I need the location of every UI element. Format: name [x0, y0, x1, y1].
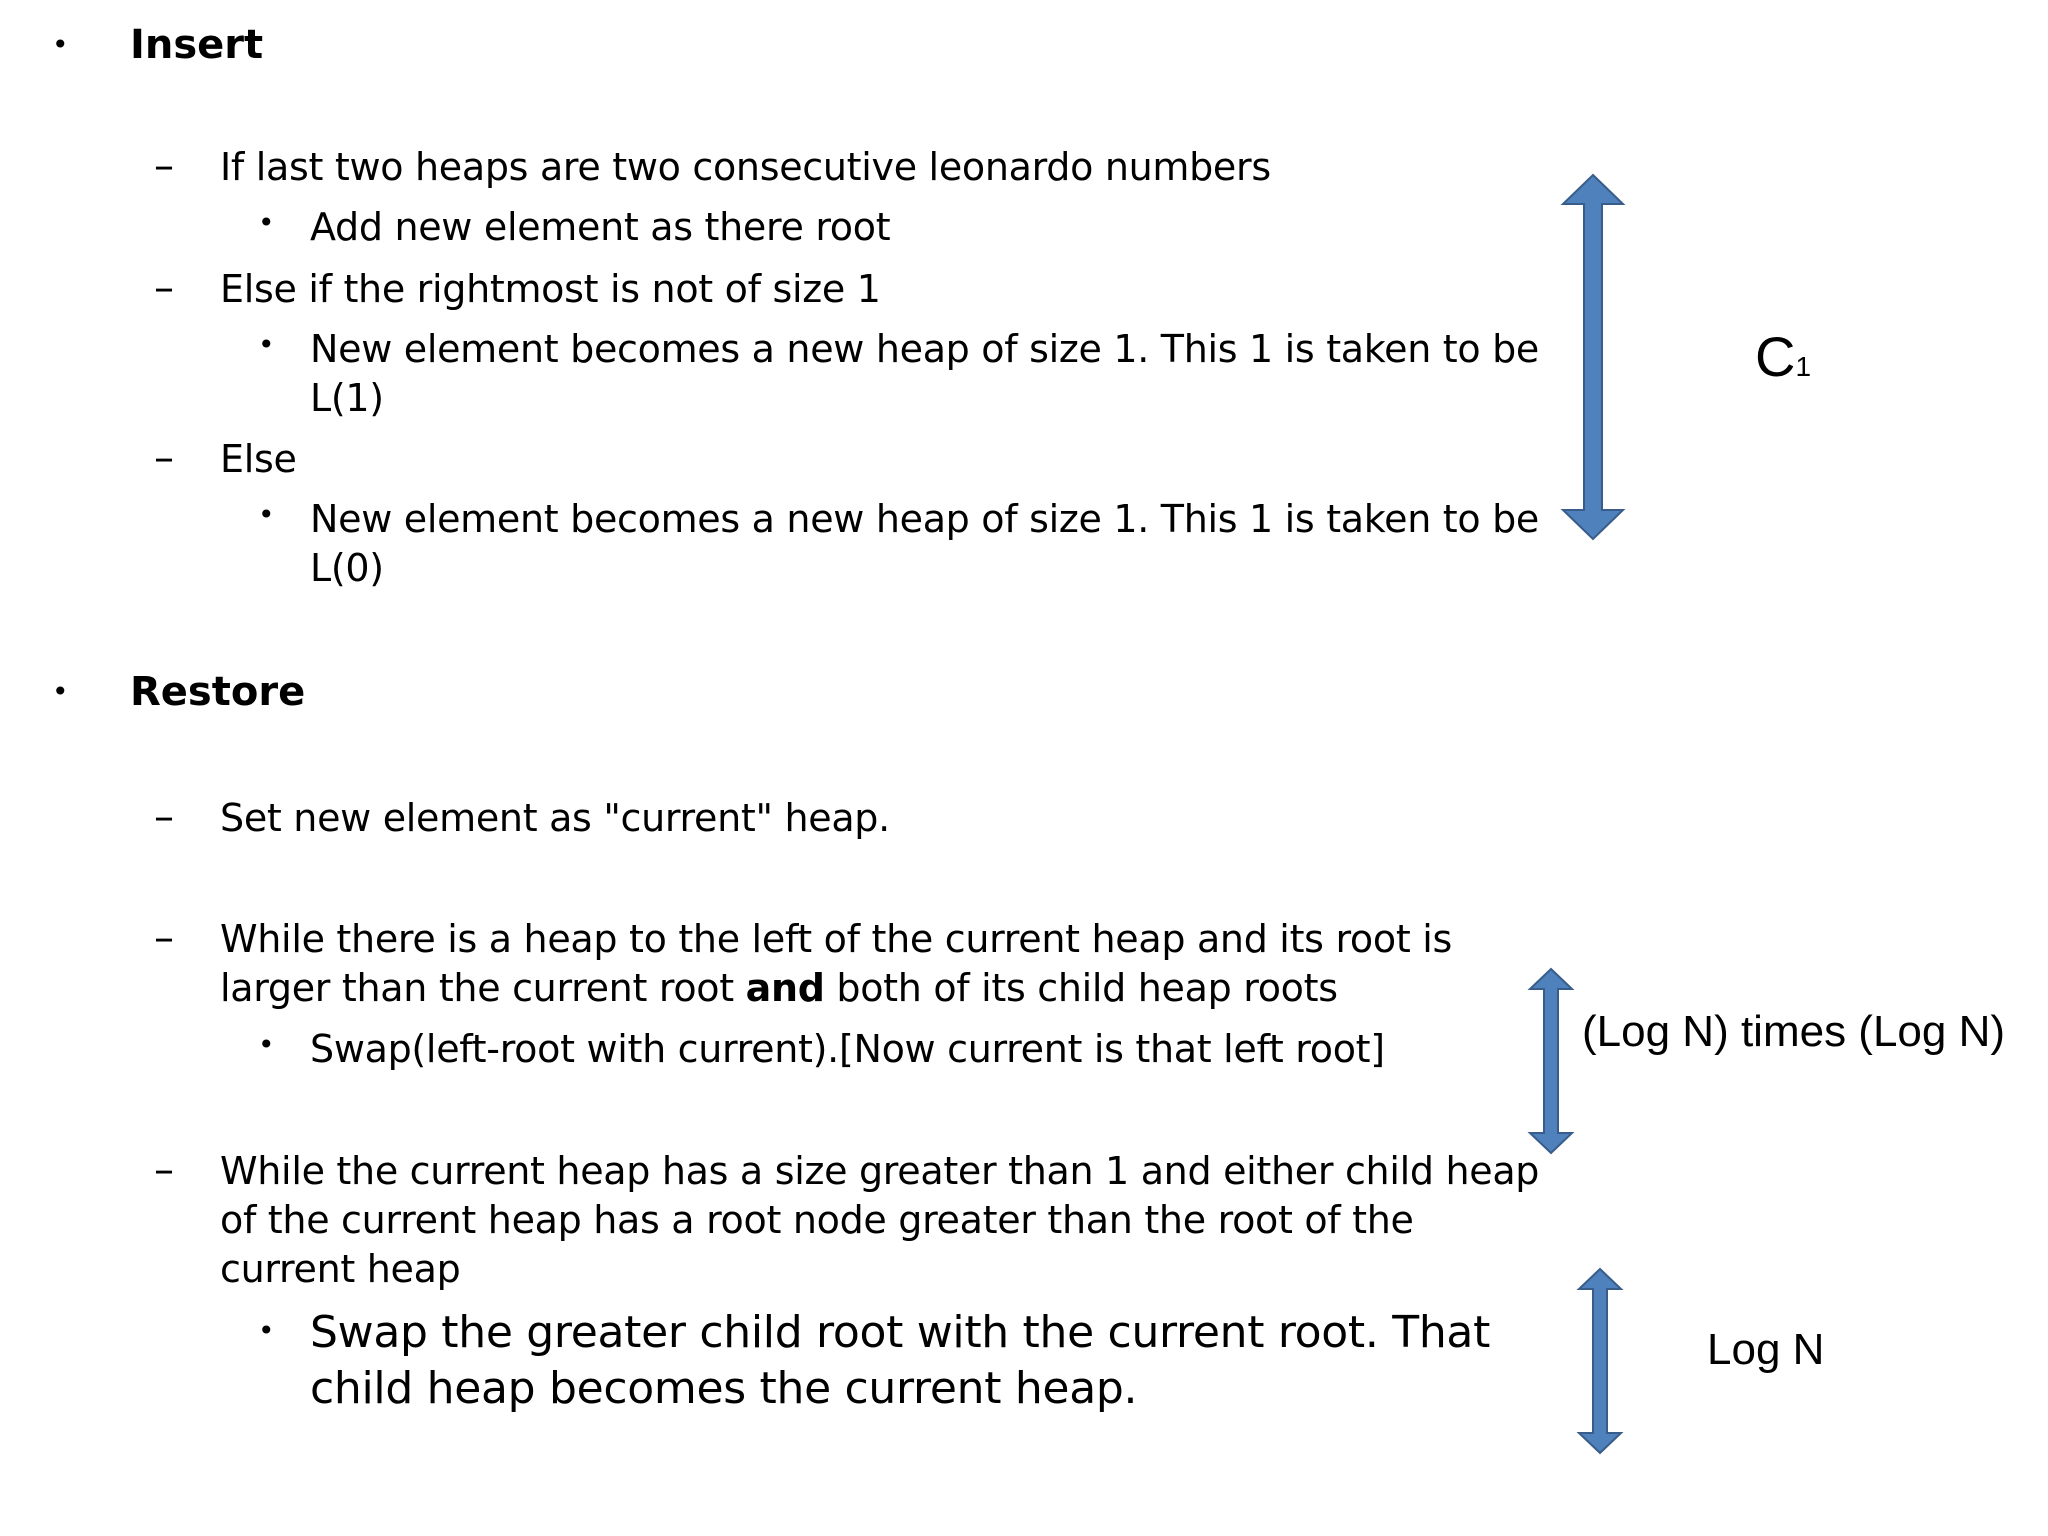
restore-step-3-line-3: current heap — [220, 1247, 461, 1291]
restore-step-3-sub-dot: • — [258, 1314, 275, 1347]
insert-sub-3-line-2: L(0) — [310, 546, 384, 590]
insert-case-2-text: Else if the rightmost is not of size 1 — [220, 267, 881, 311]
restore-step-1-dash: – — [154, 794, 174, 840]
restore-step-3-line-2: of the current heap has a root node greater than the root of the — [220, 1198, 1414, 1242]
double-arrow-icon — [1560, 174, 1626, 540]
restore-step-2-bold-and: and — [745, 966, 825, 1010]
loop-cost-label: (Log N) times (Log N) — [1582, 1007, 2006, 1056]
insert-sub-2-line-1: New element becomes a new heap of size 1. This 1 is taken to be — [310, 327, 1540, 371]
insert-heading: Insert — [130, 22, 264, 68]
restore-step-3-sub-line-2: child heap becomes the current heap. — [310, 1363, 1138, 1414]
insert-sub-2-line-2: L(1) — [310, 376, 384, 420]
restore-step-2-sub-text: Swap(left-root with current).[Now current is that left root] — [310, 1027, 1385, 1071]
insert-sub-3-line-1: New element becomes a new heap of size 1. This 1 is taken to be — [310, 497, 1540, 541]
insert-sub-1-dot: • — [258, 206, 275, 239]
sift-cost-label: Log N — [1707, 1325, 1825, 1374]
restore-step-3-sub-line-1: Swap the greater child root with the current root. That — [310, 1307, 1491, 1358]
insert-case-3-dash: – — [154, 435, 174, 481]
insert-cost-subscript: 1 — [1795, 351, 1812, 382]
insert-cost-c: C — [1755, 325, 1796, 388]
restore-step-2-dash: – — [154, 915, 174, 961]
restore-bullet: • — [52, 675, 69, 708]
restore-step-2-line-1: While there is a heap to the left of the current heap and its root is — [220, 917, 1452, 961]
insert-cost-label — [1755, 325, 1811, 399]
restore-step-1-text: Set new element as "current" heap. — [220, 796, 890, 840]
restore-step-3-dash: – — [154, 1147, 174, 1193]
restore-heading: Restore — [130, 669, 306, 715]
double-arrow-icon — [1577, 1268, 1623, 1454]
insert-case-1-text: If last two heaps are two consecutive leonardo numbers — [220, 145, 1271, 189]
restore-step-2-line-2-post: both of its child heap roots — [824, 966, 1338, 1010]
insert-sub-2-dot: • — [258, 328, 275, 361]
insert-case-1-dash: – — [154, 143, 174, 189]
insert-case-2-dash: – — [154, 265, 174, 311]
insert-bullet: • — [52, 28, 69, 61]
restore-step-2-line-2-pre: larger than the current root — [220, 966, 746, 1010]
insert-case-3-text: Else — [220, 437, 297, 481]
insert-sub-1-text: Add new element as there root — [310, 205, 891, 249]
restore-step-3-line-1: While the current heap has a size greater than 1 and either child heap — [220, 1149, 1540, 1193]
double-arrow-icon — [1528, 968, 1574, 1154]
restore-step-2-sub-dot: • — [258, 1028, 275, 1061]
insert-sub-3-dot: • — [258, 498, 275, 531]
restore-step-2-line-2 — [220, 964, 1338, 1013]
